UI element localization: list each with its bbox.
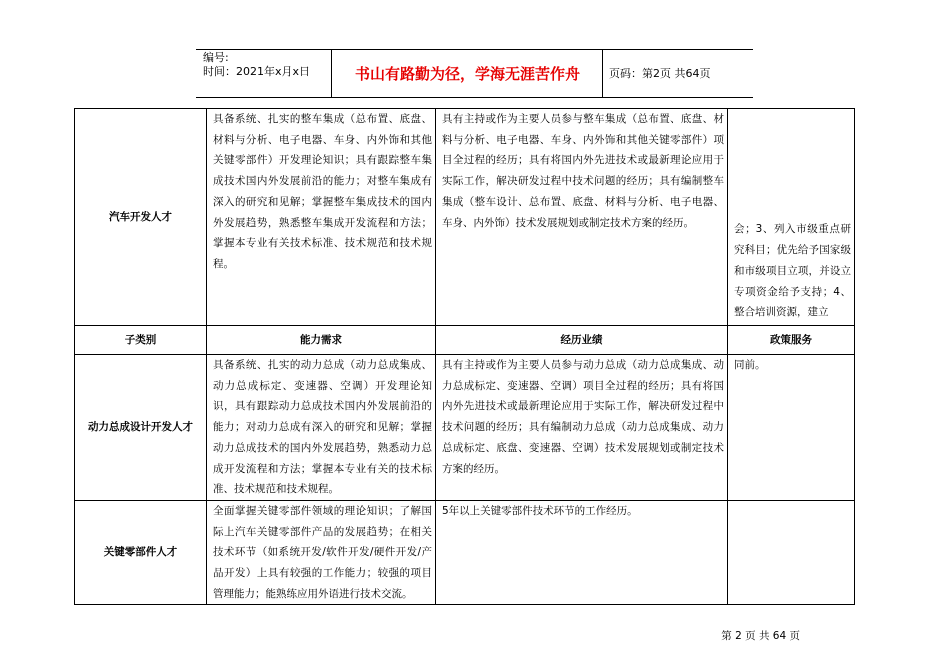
column-header-policy: 政策服务: [728, 326, 855, 355]
talent-table: [74, 108, 855, 605]
category-cell: 汽车开发人才: [75, 109, 207, 326]
header-rule-top: [196, 49, 753, 50]
column-header-category: 子类别: [75, 326, 207, 355]
header-divider-right: [602, 49, 603, 97]
table-header-row: [75, 326, 855, 355]
policy-cell: [728, 500, 855, 605]
header-page-label: 页码：第2页 共64页: [609, 67, 711, 80]
page-footer: 第 2 页 共 64 页: [721, 630, 800, 642]
column-header-experience: 经历业绩: [436, 326, 728, 355]
policy-cell: [728, 109, 855, 326]
table-row: [75, 109, 855, 326]
table-row: [75, 500, 855, 605]
policy-cell: 同前。: [728, 355, 855, 501]
experience-cell: 5年以上关键零部件技术环节的工作经历。: [436, 500, 728, 605]
category-cell: 动力总成设计开发人才: [75, 355, 207, 501]
header-motto: 书山有路勤为径，学海无涯苦作舟: [354, 65, 580, 83]
category-cell: 关键零部件人才: [75, 500, 207, 605]
table-row: [75, 355, 855, 501]
experience-cell: 具有主持或作为主要人员参与整车集成（总布置、底盘、材料与分析、电子电器、车身、内外饰和其他关键零部件）项目全过程的经历；具有将国内外先进技术或最新理论应用于实际工作，解决研发过程中技术问题的经历；具有编制整车集成（整车设计、总布置、底盘、材料与分析、电子电器、车身、内外饰）技术发展规划或制定技术方案的经历。: [436, 109, 728, 326]
ability-cell: 全面掌握关键零部件领域的理论知识；了解国际上汽车关键零部件产品的发展趋势；在相关技术环节（如系统开发/软件开发/硬件开发/产品开发）上具有较强的工作能力；较强的项目管理能力；能熟练应用外语进行技术交流。: [207, 500, 436, 605]
policy-text: 会；3、列入市级重点研究科目；优先给予国家级和市级项目立项，并设立专项资金给予支持；4、整合培训资源，建立: [734, 223, 851, 319]
header-divider-left: [331, 49, 332, 97]
ability-cell: 具备系统、扎实的动力总成（动力总成集成、动力总成标定、变速器、空调）开发理论知识，具有跟踪动力总成技术国内外发展前沿的能力；对动力总成有深入的研究和见解；掌握动力总成技术的国内外发展趋势，熟悉动力总成开发流程和方法；掌握本专业有关的技术标准、技术规范和技术规程。: [207, 355, 436, 501]
ability-cell: 具备系统、扎实的整车集成（总布置、底盘、材料与分析、电子电器、车身、内外饰和其他关键零部件）开发理论知识；具有跟踪整车集成技术国内外发展前沿的能力；对整车集成有深入的研究和见解；掌握整车集成技术的国内外发展趋势，熟悉整车集成开发流程和方法；掌握本专业有关技术标准、技术规范和技术规程。: [207, 109, 436, 326]
column-header-ability: 能力需求: [207, 326, 436, 355]
header-rule-bottom: [196, 97, 753, 98]
header-time-label: 时间：2021年x月x日: [203, 65, 311, 78]
header-number-label: 编号:: [203, 51, 229, 64]
experience-cell: 具有主持或作为主要人员参与动力总成（动力总成集成、动力总成标定、变速器、空调）项目全过程的经历；具有将国内外先进技术或最新理论应用于实际工作，解决研发过程中技术问题的经历；具有编制动力总成（动力总成集成、动力总成标定、底盘、变速器、空调）技术发展规划或制定技术方案的经历。: [436, 355, 728, 501]
